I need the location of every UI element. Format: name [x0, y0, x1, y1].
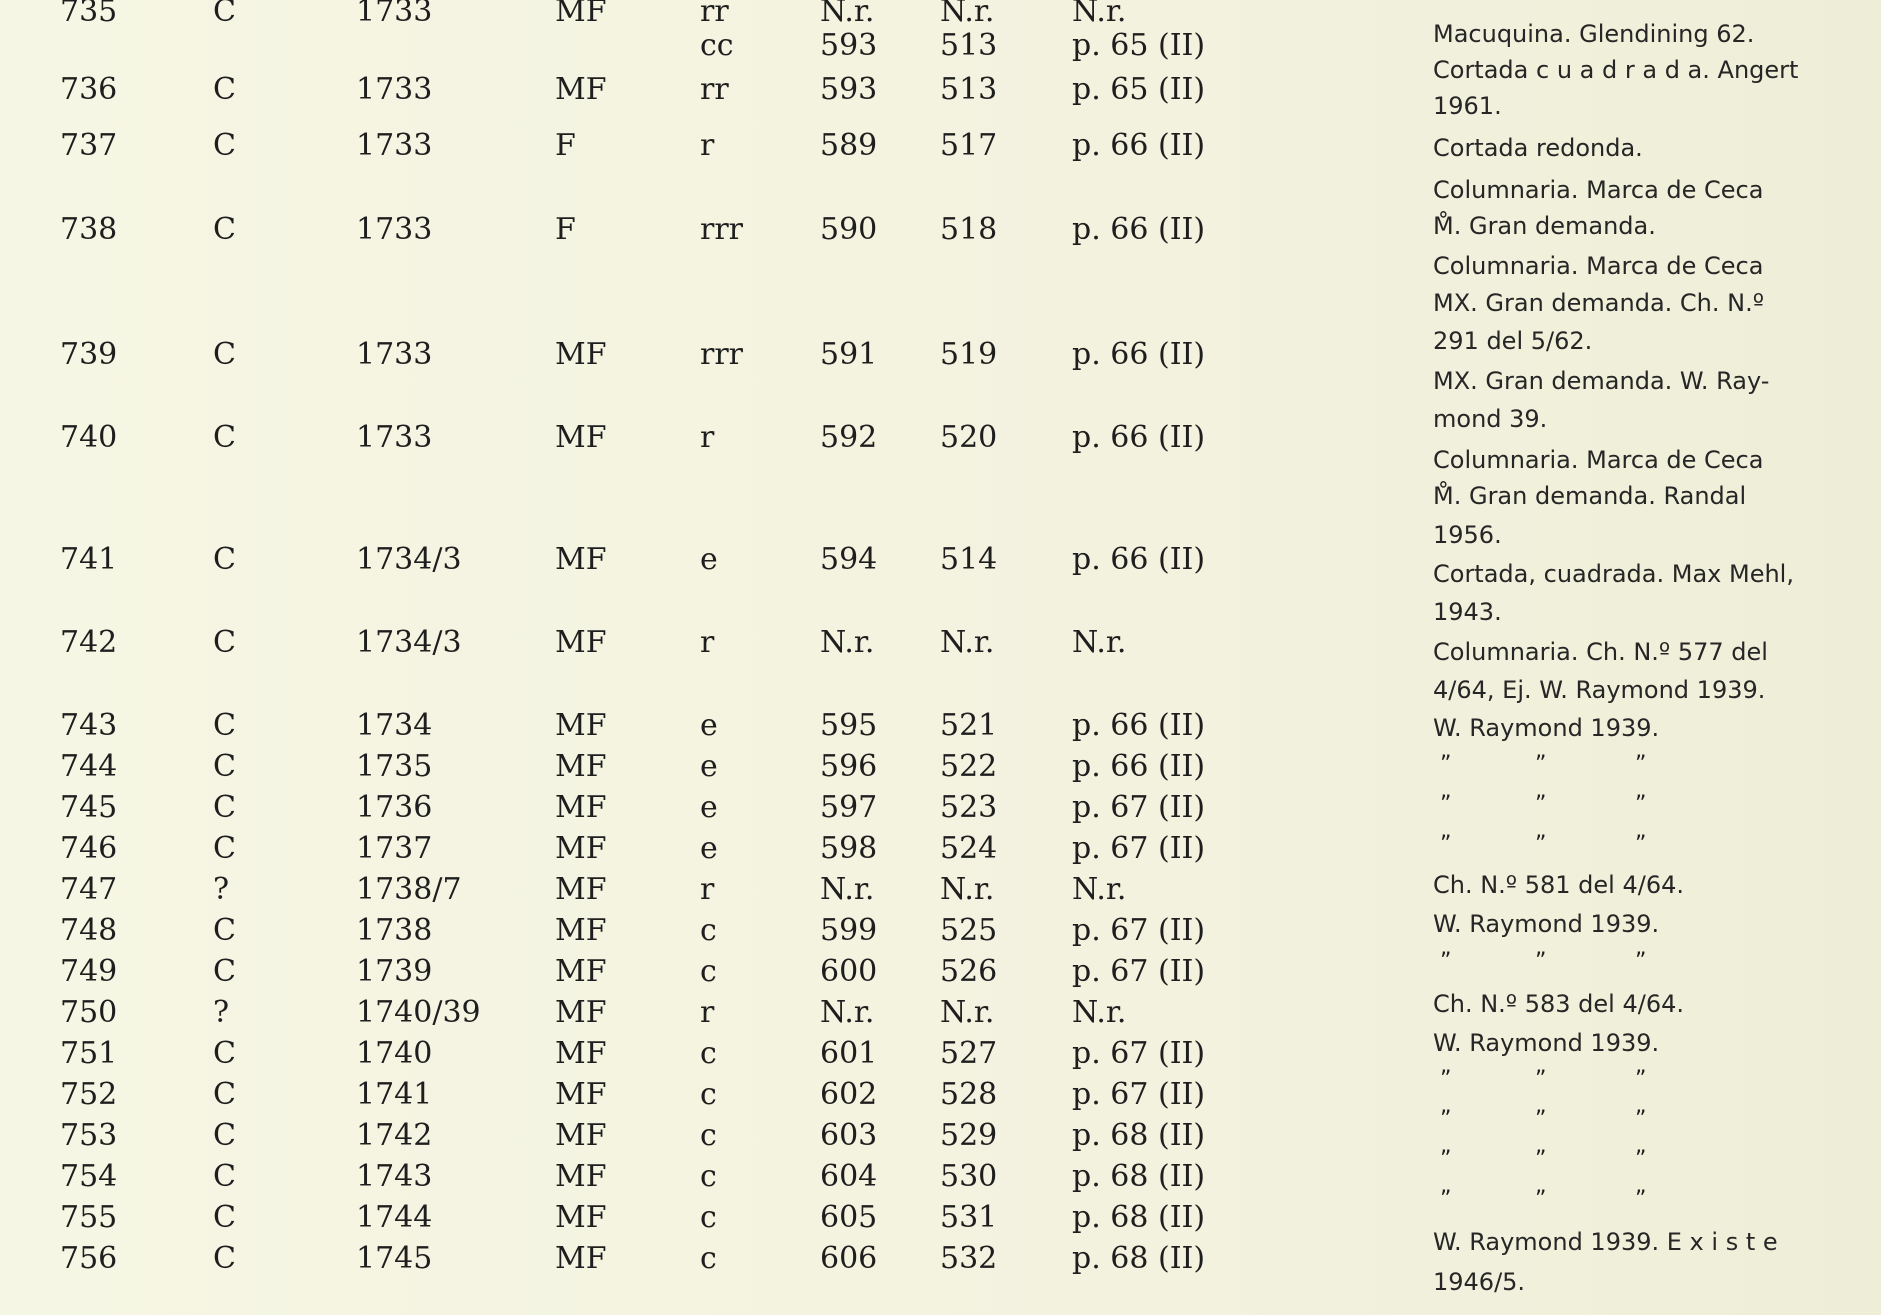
year: 1733	[356, 420, 433, 455]
reference-2: 519	[940, 337, 998, 372]
year: 1741	[356, 1077, 433, 1112]
reference-2: N.r.	[940, 0, 995, 29]
reference-1: N.r.	[820, 872, 875, 907]
mint-mark: C	[213, 749, 236, 784]
reference-2: 518	[940, 212, 998, 247]
rarity: r	[700, 995, 715, 1030]
year: 1738/7	[356, 872, 462, 907]
rarity: r	[700, 872, 715, 907]
rarity: e	[700, 708, 718, 743]
reference-3: p. 66 (II)	[1072, 337, 1206, 372]
rarity: rrr	[700, 212, 744, 247]
reference-2: 520	[940, 420, 998, 455]
year: 1737	[356, 831, 433, 866]
assayer: MF	[555, 708, 607, 743]
rarity: c	[700, 954, 717, 989]
assayer: MF	[555, 872, 607, 907]
rarity: rr	[700, 72, 729, 107]
assayer: MF	[555, 954, 607, 989]
reference-2: 531	[940, 1200, 998, 1235]
mint-mark: C	[213, 128, 236, 163]
reference-3: p. 68 (II)	[1072, 1159, 1206, 1194]
year: 1733	[356, 128, 433, 163]
ditto-mark: ”	[1440, 1107, 1452, 1132]
ditto-mark: ”	[1635, 1067, 1647, 1092]
note-line: Columnaria. Ch. N.º 577 del	[1433, 638, 1768, 666]
catalog-number: 749	[60, 954, 118, 989]
catalog-number: 746	[60, 831, 118, 866]
assayer: MF	[555, 749, 607, 784]
reference-2: 532	[940, 1241, 998, 1276]
note-line: 1946/5.	[1433, 1268, 1526, 1296]
ditto-mark: ”	[1440, 1187, 1452, 1212]
note-line: M̊. Gran demanda.	[1433, 212, 1656, 240]
assayer: MF	[555, 542, 607, 577]
rarity: c	[700, 1159, 717, 1194]
reference-1: 596	[820, 749, 878, 784]
ditto-mark: ”	[1440, 1147, 1452, 1172]
mint-mark: C	[213, 831, 236, 866]
assayer: MF	[555, 420, 607, 455]
reference-2: 528	[940, 1077, 998, 1112]
ditto-mark: ”	[1635, 752, 1647, 777]
year: 1743	[356, 1159, 433, 1194]
reference-2: 517	[940, 128, 998, 163]
reference-2: 514	[940, 542, 998, 577]
rarity: r	[700, 625, 715, 660]
year: 1734	[356, 708, 433, 743]
note-line: 4/64, Ej. W. Raymond 1939.	[1433, 676, 1766, 704]
assayer: F	[555, 212, 576, 247]
note-line: MX. Gran demanda. Ch. N.º	[1433, 289, 1765, 317]
catalog-number: 751	[60, 1036, 118, 1071]
assayer: MF	[555, 1118, 607, 1153]
reference-1: 599	[820, 913, 878, 948]
reference-1: 602	[820, 1077, 878, 1112]
rarity: rrr	[700, 337, 744, 372]
mint-mark: ?	[213, 872, 230, 907]
year: 1745	[356, 1241, 433, 1276]
ditto-mark: ”	[1535, 1187, 1547, 1212]
assayer: MF	[555, 831, 607, 866]
rarity: r	[700, 128, 715, 163]
reference-1: 591	[820, 337, 878, 372]
reference-3: p. 67 (II)	[1072, 1077, 1206, 1112]
assayer: MF	[555, 0, 607, 29]
assayer: MF	[555, 337, 607, 372]
reference-3: N.r.	[1072, 872, 1127, 907]
rarity: cc	[700, 28, 734, 63]
reference-1: 594	[820, 542, 878, 577]
year: 1744	[356, 1200, 433, 1235]
mint-mark: C	[213, 337, 236, 372]
reference-3: p. 67 (II)	[1072, 913, 1206, 948]
assayer: MF	[555, 1077, 607, 1112]
note-line: Columnaria. Marca de Ceca	[1433, 252, 1764, 280]
reference-3: N.r.	[1072, 995, 1127, 1030]
ditto-mark: ”	[1635, 1107, 1647, 1132]
note-line: Ch. N.º 581 del 4/64.	[1433, 871, 1685, 899]
assayer: MF	[555, 1159, 607, 1194]
reference-3: p. 67 (II)	[1072, 831, 1206, 866]
catalog-number: 735	[60, 0, 118, 29]
note-line: Cortada redonda.	[1433, 134, 1643, 162]
year: 1740/39	[356, 995, 481, 1030]
catalog-number: 740	[60, 420, 118, 455]
note-line: Cortada c u a d r a d a. Angert	[1433, 56, 1799, 84]
ditto-mark: ”	[1635, 949, 1647, 974]
reference-2: 525	[940, 913, 998, 948]
rarity: c	[700, 913, 717, 948]
reference-3: p. 68 (II)	[1072, 1241, 1206, 1276]
year: 1734/3	[356, 625, 462, 660]
mint-mark: C	[213, 625, 236, 660]
reference-1: 600	[820, 954, 878, 989]
ditto-mark: ”	[1635, 832, 1647, 857]
reference-3: p. 67 (II)	[1072, 954, 1206, 989]
mint-mark: C	[213, 1241, 236, 1276]
rarity: r	[700, 420, 715, 455]
catalog-number: 743	[60, 708, 118, 743]
mint-mark: C	[213, 1077, 236, 1112]
ditto-mark: ”	[1440, 832, 1452, 857]
ditto-mark: ”	[1635, 792, 1647, 817]
reference-3: p. 65 (II)	[1072, 72, 1206, 107]
reference-3: N.r.	[1072, 0, 1127, 29]
reference-2: 522	[940, 749, 998, 784]
catalog-number: 739	[60, 337, 118, 372]
mint-mark: ?	[213, 995, 230, 1030]
reference-3: p. 65 (II)	[1072, 28, 1206, 63]
assayer: MF	[555, 995, 607, 1030]
reference-1: 604	[820, 1159, 878, 1194]
mint-mark: C	[213, 72, 236, 107]
ditto-mark: ”	[1440, 949, 1452, 974]
assayer: MF	[555, 1200, 607, 1235]
ditto-mark: ”	[1535, 949, 1547, 974]
mint-mark: C	[213, 542, 236, 577]
table-row	[0, 1075, 1881, 1115]
table-row	[0, 1116, 1881, 1156]
mint-mark: C	[213, 708, 236, 743]
note-line: MX. Gran demanda. W. Ray-	[1433, 367, 1770, 395]
mint-mark: C	[213, 790, 236, 825]
reference-1: 590	[820, 212, 878, 247]
reference-2: 524	[940, 831, 998, 866]
note-line: mond 39.	[1433, 405, 1548, 433]
year: 1742	[356, 1118, 433, 1153]
reference-1: N.r.	[820, 995, 875, 1030]
note-line: 1961.	[1433, 92, 1502, 120]
year: 1738	[356, 913, 433, 948]
reference-2: 527	[940, 1036, 998, 1071]
reference-2: N.r.	[940, 625, 995, 660]
catalog-number: 748	[60, 913, 118, 948]
rarity: e	[700, 749, 718, 784]
reference-1: 589	[820, 128, 878, 163]
reference-2: 523	[940, 790, 998, 825]
mint-mark: C	[213, 1036, 236, 1071]
ditto-mark: ”	[1535, 1147, 1547, 1172]
ditto-mark: ”	[1440, 752, 1452, 777]
year: 1735	[356, 749, 433, 784]
reference-2: N.r.	[940, 872, 995, 907]
mint-mark: C	[213, 1200, 236, 1235]
year: 1736	[356, 790, 433, 825]
year: 1733	[356, 212, 433, 247]
note-line: 291 del 5/62.	[1433, 327, 1593, 355]
mint-mark: C	[213, 913, 236, 948]
ditto-mark: ”	[1535, 792, 1547, 817]
ditto-mark: ”	[1535, 1067, 1547, 1092]
reference-1: 593	[820, 28, 878, 63]
note-line: Macuquina. Glendining 62.	[1433, 20, 1755, 48]
catalog-number: 752	[60, 1077, 118, 1112]
ditto-mark: ”	[1535, 832, 1547, 857]
reference-1: 598	[820, 831, 878, 866]
note-line: M̊. Gran demanda. Randal	[1433, 482, 1747, 510]
catalog-number: 744	[60, 749, 118, 784]
assayer: MF	[555, 1036, 607, 1071]
assayer: MF	[555, 625, 607, 660]
table-row	[0, 1157, 1881, 1197]
note-line: 1943.	[1433, 598, 1502, 626]
rarity: c	[700, 1200, 717, 1235]
catalog-number: 753	[60, 1118, 118, 1153]
rarity: rr	[700, 0, 729, 29]
reference-2: 521	[940, 708, 998, 743]
reference-3: p. 66 (II)	[1072, 128, 1206, 163]
reference-1: 603	[820, 1118, 878, 1153]
note-line: Columnaria. Marca de Ceca	[1433, 176, 1764, 204]
mint-mark: C	[213, 1118, 236, 1153]
rarity: c	[700, 1077, 717, 1112]
mint-mark: C	[213, 420, 236, 455]
rarity: e	[700, 790, 718, 825]
reference-2: 513	[940, 72, 998, 107]
rarity: e	[700, 542, 718, 577]
ditto-mark: ”	[1440, 1067, 1452, 1092]
ditto-mark: ”	[1535, 752, 1547, 777]
reference-1: N.r.	[820, 0, 875, 29]
catalog-number: 754	[60, 1159, 118, 1194]
reference-3: p. 66 (II)	[1072, 420, 1206, 455]
catalog-number: 736	[60, 72, 118, 107]
reference-3: p. 66 (II)	[1072, 708, 1206, 743]
catalog-number: 737	[60, 128, 118, 163]
catalog-number: 755	[60, 1200, 118, 1235]
assayer: F	[555, 128, 576, 163]
rarity: c	[700, 1241, 717, 1276]
catalog-number: 738	[60, 212, 118, 247]
reference-1: 597	[820, 790, 878, 825]
year: 1740	[356, 1036, 433, 1071]
rarity: c	[700, 1118, 717, 1153]
mint-mark: C	[213, 954, 236, 989]
rarity: e	[700, 831, 718, 866]
note-line: W. Raymond 1939.	[1433, 714, 1660, 742]
reference-3: N.r.	[1072, 625, 1127, 660]
reference-1: 595	[820, 708, 878, 743]
reference-2: 530	[940, 1159, 998, 1194]
note-line: Ch. N.º 583 del 4/64.	[1433, 990, 1685, 1018]
year: 1739	[356, 954, 433, 989]
catalog-number: 745	[60, 790, 118, 825]
reference-3: p. 67 (II)	[1072, 1036, 1206, 1071]
note-line: Cortada, cuadrada. Max Mehl,	[1433, 560, 1794, 588]
reference-2: N.r.	[940, 995, 995, 1030]
ditto-mark: ”	[1635, 1147, 1647, 1172]
reference-1: 606	[820, 1241, 878, 1276]
reference-3: p. 68 (II)	[1072, 1200, 1206, 1235]
catalog-number: 750	[60, 995, 118, 1030]
catalog-number: 747	[60, 872, 118, 907]
reference-1: 605	[820, 1200, 878, 1235]
mint-mark: C	[213, 0, 236, 29]
rarity: c	[700, 1036, 717, 1071]
reference-1: 601	[820, 1036, 878, 1071]
mint-mark: C	[213, 212, 236, 247]
table-row	[0, 829, 1881, 869]
assayer: MF	[555, 1241, 607, 1276]
ditto-mark: ”	[1635, 1187, 1647, 1212]
note-line: 1956.	[1433, 521, 1502, 549]
table-row	[0, 788, 1881, 828]
table-row	[0, 747, 1881, 787]
year: 1733	[356, 337, 433, 372]
reference-3: p. 67 (II)	[1072, 790, 1206, 825]
reference-2: 526	[940, 954, 998, 989]
reference-3: p. 68 (II)	[1072, 1118, 1206, 1153]
reference-3: p. 66 (II)	[1072, 542, 1206, 577]
reference-1: 593	[820, 72, 878, 107]
reference-2: 529	[940, 1118, 998, 1153]
reference-1: N.r.	[820, 625, 875, 660]
reference-3: p. 66 (II)	[1072, 212, 1206, 247]
year: 1734/3	[356, 542, 462, 577]
assayer: MF	[555, 72, 607, 107]
ditto-mark: ”	[1535, 1107, 1547, 1132]
reference-3: p. 66 (II)	[1072, 749, 1206, 784]
year: 1733	[356, 0, 433, 29]
ditto-mark: ”	[1440, 792, 1452, 817]
note-line: W. Raymond 1939.	[1433, 910, 1660, 938]
reference-2: 513	[940, 28, 998, 63]
catalog-number: 741	[60, 542, 118, 577]
reference-1: 592	[820, 420, 878, 455]
note-line: W. Raymond 1939.	[1433, 1029, 1660, 1057]
note-line: W. Raymond 1939. E x i s t e	[1433, 1228, 1778, 1256]
catalog-number: 742	[60, 625, 118, 660]
assayer: MF	[555, 790, 607, 825]
year: 1733	[356, 72, 433, 107]
assayer: MF	[555, 913, 607, 948]
table-row	[0, 952, 1881, 992]
mint-mark: C	[213, 1159, 236, 1194]
note-line: Columnaria. Marca de Ceca	[1433, 446, 1764, 474]
catalog-number: 756	[60, 1241, 118, 1276]
